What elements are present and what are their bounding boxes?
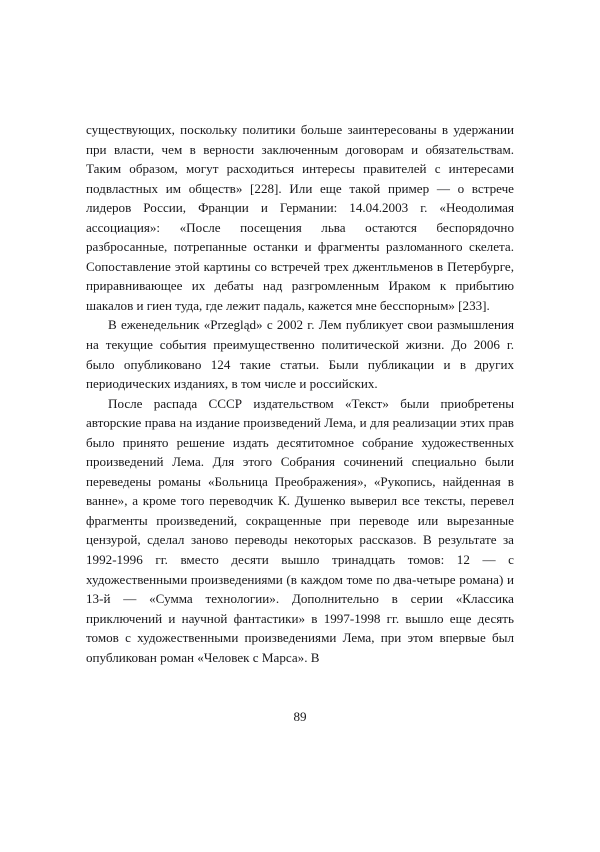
paragraph: После распада СССР издательством «Текст» были приобретены авторские права на издание произведений Лема, и для реализации этих прав было принято решение издать десятитомное собрание художественных произведений Лема. Для этого Собрания сочинений специально были переведены романы «Больница Преображения», «Рукопись, найденная в ванне», а кроме того переводчик К. Душенко выверил все тексты, перевел фрагменты произведений, сокращенные при переводе или вырезанные цензурой, сделал заново переводы некоторых рассказов. В результате за 1992-1996 гг. вместо десяти вышло тринадцать томов: 12 — с художественными произведениями (в каждом томе по два-четыре романа) и 13-й — «Сумма технологии». Дополнительно в серии «Классика приключений и научной фантастики» в 1997-1998 гг. вышло еще десять томов с художественными произведениями Лема, при этом впервые был опубликован роман «Человек с Марса». В xyxy=(86,395,514,665)
body-text-column xyxy=(86,120,514,667)
page-number: 89 xyxy=(293,709,307,724)
paragraph: В еженедельник «Przegląd» с 2002 г. Лем публикует свои размышления на текущие события преимущественно политической жизни. До 2006 г. было опубликовано 124 такие статьи. Были публикации и в других периодических изданиях, в том числе и российских. xyxy=(86,317,514,392)
paragraph: существующих, поскольку политики больше заинтересованы в удержании при власти, чем в верности заключенным договорам и обязательствам. Таким образом, могут расходиться интересы правителей с интересами подвластных им обществ» [228]. Или еще такой пример — о встрече лидеров России, Франции и Германии: 14.04.2003 г. «Неодолимая ассоциация»: «После посещения льва остаются беспорядочно разбросанные, потрепанные останки и фрагменты разломанного скелета. Сопоставление этой картины со встречей трех джентльменов в Петербурге, приравнивающее их дебаты над разгромленным Ираком к прибытию шакалов и гиен туда, где лежит падаль, кажется мне бесспорным» [233]. xyxy=(86,122,514,313)
